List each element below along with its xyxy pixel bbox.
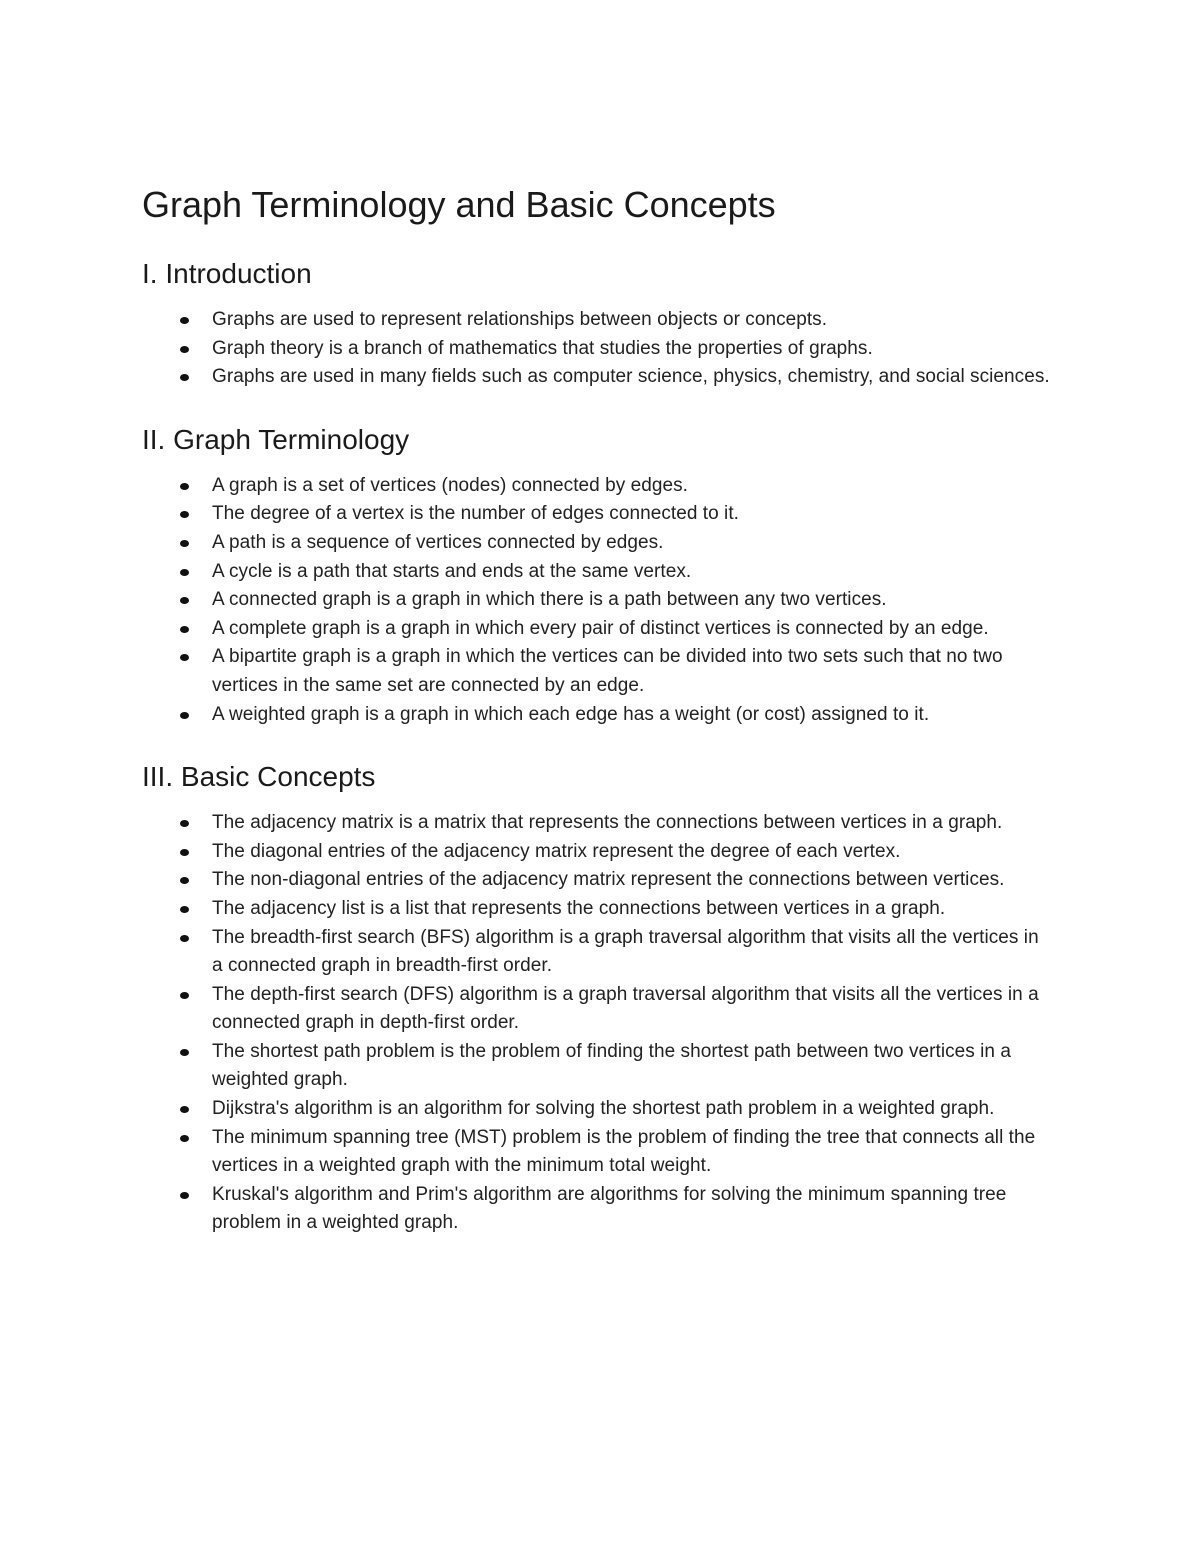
document-title: Graph Terminology and Basic Concepts — [142, 184, 776, 225]
bullet-icon — [180, 374, 189, 381]
list-item-text: A cycle is a path that starts and ends at the same vertex. — [212, 560, 692, 582]
list-item-text: The diagonal entries of the adjacency matrix represent the degree of each vertex. — [212, 840, 901, 862]
list-item-text: The adjacency list is a list that represents the connections between vertices in a graph. — [212, 897, 946, 919]
section-introduction — [142, 254, 1052, 392]
list-item — [142, 701, 1052, 730]
list-item — [142, 615, 1052, 644]
list-item-text: A weighted graph is a graph in which each edge has a weight (or cost) assigned to it. — [212, 703, 930, 725]
list-item-text: A graph is a set of vertices (nodes) connected by edges. — [212, 474, 688, 496]
list-item-text: A path is a sequence of vertices connected by edges. — [212, 531, 664, 553]
bullet-icon — [180, 820, 189, 827]
list-item-text: Graph theory is a branch of mathematics that studies the properties of graphs. — [212, 337, 873, 359]
list-item — [142, 529, 1052, 558]
list-item-text: Kruskal's algorithm and Prim's algorithm are algorithms for solving the minimum spanning tree problem in a weighted graph. — [212, 1183, 1007, 1234]
list-item — [142, 838, 1052, 867]
list-item-text: The minimum spanning tree (MST) problem is the problem of finding the tree that connects all the vertices in a weighted graph with the minimum total weight. — [212, 1126, 1036, 1177]
section-heading: III. Basic Concepts — [142, 761, 376, 793]
list-item — [142, 981, 1052, 1038]
list-item — [142, 363, 1052, 392]
list-item — [142, 1181, 1052, 1238]
bullet-list — [142, 809, 1052, 1238]
bullet-icon — [180, 992, 189, 999]
section-graph-terminology — [142, 420, 1052, 729]
list-item — [142, 1038, 1052, 1095]
list-item-text: A bipartite graph is a graph in which the vertices can be divided into two sets such that no two vertices in the same set are connected by an edge. — [212, 646, 1003, 696]
section-heading: II. Graph Terminology — [142, 423, 410, 455]
bullet-icon — [180, 1192, 189, 1199]
bullet-icon — [180, 654, 189, 661]
list-item — [142, 924, 1052, 981]
bullet-icon — [180, 483, 189, 490]
bullet-icon — [180, 597, 189, 604]
list-item — [142, 866, 1052, 895]
list-item-text: The shortest path problem is the problem of finding the shortest path between two vertices in a weighted graph. — [212, 1040, 1011, 1091]
bullet-icon — [180, 877, 189, 884]
bullet-list — [142, 306, 1052, 392]
list-item — [142, 500, 1052, 529]
bullet-icon — [180, 1135, 189, 1142]
bullet-icon — [180, 569, 189, 576]
list-item — [142, 558, 1052, 587]
bullet-icon — [180, 849, 189, 856]
list-item-text: The non-diagonal entries of the adjacency matrix represent the connections between vertices. — [212, 869, 1005, 891]
list-item-text: A complete graph is a graph in which every pair of distinct vertices is connected by an edge. — [212, 617, 989, 639]
bullet-icon — [180, 935, 189, 942]
list-item-text: The degree of a vertex is the number of edges connected to it. — [212, 503, 739, 525]
list-item — [142, 472, 1052, 501]
section-basic-concepts — [142, 757, 1052, 1238]
bullet-icon — [180, 346, 189, 353]
bullet-icon — [180, 626, 189, 633]
bullet-icon — [180, 1106, 189, 1113]
list-item — [142, 1095, 1052, 1124]
bullet-icon — [180, 540, 189, 547]
list-item-text: The breadth-first search (BFS) algorithm is a graph traversal algorithm that visits all the vertices in a connected graph in breadth-first order. — [212, 926, 1039, 977]
list-item — [142, 335, 1052, 364]
list-item-text: Dijkstra's algorithm is an algorithm for solving the shortest path problem in a weighted graph. — [212, 1098, 995, 1120]
list-item-text: The depth-first search (DFS) algorithm is a graph traversal algorithm that visits all the vertices in a connected graph in depth-first order. — [212, 983, 1039, 1034]
section-heading: I. Introduction — [142, 258, 312, 289]
bullet-icon — [180, 511, 189, 518]
list-item — [142, 586, 1052, 615]
list-item-text: A connected graph is a graph in which there is a path between any two vertices. — [212, 589, 887, 611]
bullet-icon — [180, 1049, 189, 1056]
list-item — [142, 1124, 1052, 1181]
list-item — [142, 895, 1052, 924]
bullet-icon — [180, 317, 189, 324]
list-item — [142, 809, 1052, 838]
list-item — [142, 306, 1052, 335]
document-page — [142, 178, 1052, 1266]
list-item-text: The adjacency matrix is a matrix that represents the connections between vertices in a graph. — [212, 812, 1003, 834]
bullet-icon — [180, 906, 189, 913]
bullet-list — [142, 472, 1052, 729]
list-item — [142, 643, 1052, 700]
bullet-icon — [180, 712, 189, 719]
list-item-text: Graphs are used in many fields such as computer science, physics, chemistry, and social sciences. — [212, 366, 1050, 388]
list-item-text: Graphs are used to represent relationships between objects or concepts. — [212, 309, 828, 330]
